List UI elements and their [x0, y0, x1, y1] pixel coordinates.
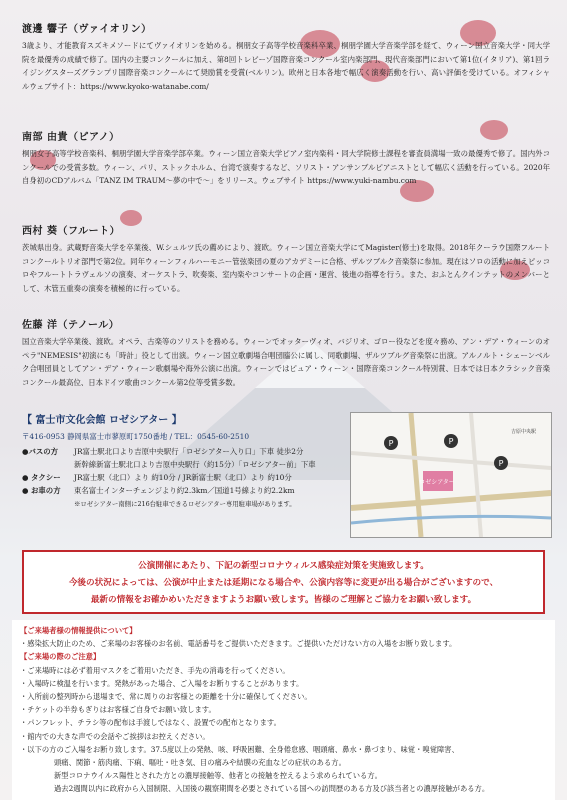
guide-item: ・入所前の整列時から退場まで、常に周りのお客様との距離を十分に確保してください。: [20, 692, 312, 702]
visitor-guide: [12, 620, 555, 800]
access-row: [22, 458, 342, 471]
parking-icon: P: [448, 437, 454, 446]
guide-item: ・入場時に検温を行います。発熱があった場合、ご入場をお断りすることがあります。: [20, 678, 304, 688]
guide-text: ・感染拡大防止のため、ご来場のお客様のお名前、電話番号をご提供いただきます。ご提供いただけない方の入場をお断り致します。: [20, 639, 457, 649]
bio-name: 渡邊 響子（ヴァイオリン）: [22, 24, 152, 35]
map-label-station: 吉原中央駅: [511, 429, 537, 435]
bio-name: 西村 葵（フルート）: [22, 226, 121, 237]
parking-icon: P: [498, 459, 504, 468]
bio-nambu: [22, 128, 550, 188]
access-row: [22, 445, 342, 458]
guide-heading: 【ご来場の際のご注意】: [20, 652, 101, 662]
bio-text: 茨城県出身。武蔵野音楽大学を卒業後、W.シュルツ氏の薦めにより、渡欧。ウィーン国立音楽大学にてMagister(修士)を取得。2018年クーラウ国際フルートコンクールトリオ部門で第2位。同年ウィーンフィルハーモニー管弦楽団の夏のアカデミーに合格、ザルツブルク音楽祭に参加。現在はソロの活動に加えピッコロやフルートトラヴェルソの演奏、オーケストラ、吹奏楽、室内楽やコンサートの企画・運営、後進の指導を行う。また、おふとんクインテットのメンバーとして、木管五重奏の演奏を積極的に行っている。: [22, 243, 550, 293]
parking-note: ※ロゼシアター南側に216台駐車できるロゼシアター専用駐車場があります。: [74, 500, 296, 508]
bio-text: 桐朋女子高等学校音楽科、桐朋学園大学音楽学部卒業。ウィーン国立音楽大学ピアノ室内楽科・同大学院修士課程を審査員満場一致の最優秀で修了。国内外コンクールでの受賞多数。ウィーン、パリ、ストックホルム、台湾で演奏するなど、ソリスト・アンサンブルピアニストとして幅広く活動を行っている。2020年自身初のCDアルバム「TANZ IM TRAUM〜夢の中で〜」をリリース。ウェブサイト https://www.yuki-nambu.com: [22, 149, 550, 185]
access-text: 東名富士インターチェンジより約2.3km／国道1号線より約2.2km: [74, 486, 295, 495]
venue-title: 【 富士市文化会館 ロゼシアター 】: [22, 415, 182, 426]
access-text: JR富士駅北口より吉原中央駅行「ロゼシアター入り口」下車 徒歩2分: [74, 447, 304, 456]
bio-nishimura: [22, 222, 550, 295]
access-row: [22, 471, 342, 484]
access-label: ● タクシー: [22, 473, 61, 482]
venue-address: 〒416-0953 静岡県富士市蓼原町1750番地 / TEL：0545-60-2510: [22, 432, 250, 441]
map-graphic: [351, 413, 551, 537]
parking-icon: P: [388, 439, 394, 448]
guide-item: ・以下の方のご入場をお断り致します。37.5度以上の発熱、咳、呼吸困難、全身倦怠感、咽頭痛、鼻水・鼻づまり、味覚・嗅覚障害、: [20, 744, 459, 754]
notice-line: 公演開催にあたり、下記の新型コロナウィルス感染症対策を実施致します。: [138, 561, 429, 571]
guide-item: 過去2週間以内に政府から入国制限、入国後の観察期間を必要とされている国への訪問歴のある方及び該当者との濃厚接触がある方。: [54, 784, 490, 794]
guide-item: ・チケットの半券もぎりはお客様ご自身でお願い致します。: [20, 705, 216, 715]
access-label: [22, 458, 74, 471]
guide-item: ・館内での大きな声での会話やご挨拶はお控えください。: [20, 731, 210, 741]
map-label-venue: ロゼシアター: [419, 479, 455, 486]
access-row: [22, 484, 342, 497]
bio-text: 国立音楽大学卒業後、渡欧。オペラ、古楽等のソリストを務める。ウィーンでオッターヴィオ、バジリオ、ゴロー役などを度々務め、アン・デア・ウィーンのオペラ"NEMESIS"初演にも「時計」役として出演。ウィーン国立歌劇場合唱団臨公に属し、同歌劇場、ザルツブルグ音楽祭に出演。アルノルト・シェーンベルク合唱団員としてアン・デア・ウィーン歌劇場や海外公演に出演。ウィーンではピュア・ウィーン・国際音楽コンクール特別賞、日本では日本クラシック音楽コンクール最高位、日本ドイツ歌曲コンクール第2位等受賞多数。: [22, 337, 550, 387]
access-label: ●バスの方: [22, 447, 59, 456]
guide-heading: 【ご来場者様の情報提供について】: [20, 626, 137, 635]
notice-line: 最新の情報をお確かめいただきますようお願い致します。皆様のご理解とご協力をお願い致します。: [90, 595, 477, 605]
access-label: ● お車の方: [22, 486, 61, 495]
guide-item: ・パンフレット、チラシ等の配布は手渡しではなく、設置での配布となります。: [20, 718, 281, 728]
access-text: JR富士駅（北口）より 約10分 / JR新富士駅（北口）より 約10分: [74, 473, 292, 482]
guide-item: 頭痛、関節・筋肉痛、下痢、嘔吐・吐き気、目の痛みや結膜の充血などの症状のある方。: [54, 758, 346, 768]
guide-item: ・ご来場時には必ず着用マスクをご着用いただき、手先の消毒を行ってください。: [20, 665, 290, 675]
access-text: 新幹線新富士駅北口より吉原中央駅行（約15分）「ロゼシアター前」下車: [74, 460, 316, 469]
bio-name: 佐藤 洋（テノール）: [22, 320, 120, 331]
bio-name: 南部 由貴（ピアノ）: [22, 132, 120, 143]
access-map: [350, 412, 552, 538]
guide-item: 新型コロナウイルス陽性とされた方との濃厚接触等、他者との接触を控えるよう求められている方。: [54, 771, 382, 781]
notice-line: 今後の状況によっては、公演が中止または延期になる場合や、公演内容等に変更が出る場合がございますので、: [68, 578, 499, 588]
bio-watanabe: [22, 20, 550, 93]
venue-info: [22, 414, 342, 511]
covid-notice: [22, 550, 545, 614]
bio-sato: [22, 316, 550, 389]
bio-text: 3歳より、才能教育スズキメソードにてヴァイオリンを始める。桐朋女子高等学校音楽科卒業、桐朋学園大学音楽学部を経て、ウィーン国立音楽大学・同大学院を最優秀の成績で修了。国内の主要コンクールに加え、第8回トレビーゾ国際音楽コンクール室内楽部門、現代音楽部門において第1位(イタリア)、第1回ライジングスターズグランプリ国際音楽コンクールにて奨励賞を受賞(ベルリン)。欧州と日本各地で幅広く演奏活動を行い、高い評価を受けている。オフィシャルウェブサイト：https://www.kyoko-watanabe.com/: [22, 41, 550, 91]
